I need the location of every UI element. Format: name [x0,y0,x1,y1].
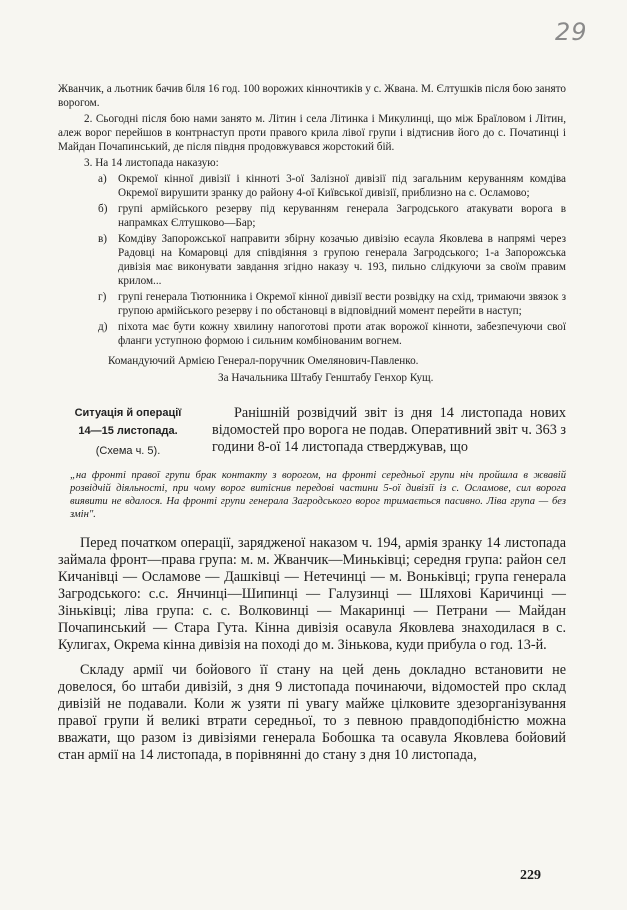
side-title-line-1: Ситуація й операції [74,407,182,419]
item-text: групі генерала Тютюнника і Окремої кінної дивізії вести розвідку на схід, тримаючи звязок з групою армійського резерву і по обстановці в відповідний момент перейти в наступ; [118,291,566,317]
page-number: 229 [520,868,541,883]
item-text: групі армійського резерву під керуванням генерала Загродського атакувати ворога в напрамках Єлтушково—Бар; [118,203,566,229]
item-marker: д) [98,321,108,333]
order-item-b [98,202,566,230]
signature-chief-of-staff: За Начальника Штабу Генштабу Генхор Кущ. [218,372,434,384]
item-marker: г) [98,291,107,303]
signature-commander: Командуючий Армією Генерал-поручник Омелянович-Павленко. [108,355,419,367]
item-text: Окремої кінної дивізії і кінноті 3-ої Залізної дивізії під загальним керуванням комдіва Окремої вирушити зранку до району 4-ої Київської дивізії, приблизно на с. Осламово; [118,173,566,199]
side-scheme-ref: (Схема ч. 5). [95,445,161,457]
item-marker: а) [98,173,107,185]
body-paragraph-strength: Складу армії чи бойового її стану на цей день докладно встановити не довелося, бо штаби дивізій, з дня 9 листопада починаючи, відомостей про склад дивізій не подавали. Коли ж узяти пі увагу майже цілковите здезорганізування правої групи й великі втрати середньої, то з певною правдоподібністю можна вважати, що разом із дивізіями генерала Бобошка та осавула Яковлева бойовий стан армії на 14 листопада, в порівнянні до стану з дня 10 листопада, [58,662,566,763]
situation-text: Ранішній розвідчий звіт із дня 14 листопада нових відомостей про ворога не подав. Оперативний звіт ч. 363 з години 8-ої 14 листопада стверджував, що [212,405,566,455]
order-item-a [98,172,566,200]
order-point-2: 2. Сьогодні після бою нами занято м. Літин і села Літинка і Микулинці, що між Браїловом і Літин, алеж ворог перейшов в контрнаступ проти правого крила лівої групи і відтиснив його до с. Початинці і Майдан Почапинський, де після півдня продовжувався жорстокий бій. [58,113,566,153]
order-item-v [98,232,566,288]
body-paragraph-front: Перед початком операції, зарядженої наказом ч. 194, армія зранку 14 листопада займала фронт—права група: м. м. Жванчик—Миньківці; середня група: район сел Кичанівці — Осламове — Дашківці — Нетечинці — м. Воньківці; група генерала Загродського: с.с. Янчинці—Шипинці — Галузинці — Шляхові Каричинці — Зіньківці; ліва група: с. с. Волковинці — Макаринці — Петрани — Майдан Почапинський — Стара Гута. Кінна дивізія осавула Яковлева знаходилася в с. Кулигах, Окрема кінна дивізія на поході до м. Зінькова, куди прибула о год. 13-й. [58,535,566,653]
side-heading [58,405,198,461]
order-item-d [98,320,566,348]
item-text: Комдіву Запорожської направити збірну козачью дивізію есаула Яковлева в напрямі через Радовці на Комаровці для співдіяння з групою генерала Загродського; 1-а Запорожська дивізія має виконувати завдання згідно наказу ч. 193, пильно слідкуючи за своїм правим крилом... [118,233,566,287]
situation-section [58,405,566,461]
page-content [58,82,566,764]
item-marker: в) [98,233,108,245]
quoted-report: „на фронті правої групи брак контакту з ворогом, на фронті середньої групи ніч пройшла в жвавій розвідчій діяльності, при чому ворог витіснив передові частини 5-ої дивізії із с. Осламове, сил ворога виявити не вдалося. На фронті групи генерала Загродського ворог тримається пасивно. Ліва група — без змін". [70,470,566,520]
side-title-line-2: 14—15 листопада. [78,425,178,437]
order-item-g [98,290,566,318]
intro-paragraph: Жванчик, а льотник бачив біля 16 год. 100 ворожих кінночтиків у с. Жвана. М. Єлтушків після бою занято ворогом. [58,83,566,109]
handwritten-page-note: 29 [555,18,588,46]
item-marker: б) [98,203,108,215]
item-text: піхота має бути кожну хвилину напоготові проти атак ворожої кінноти, забезпечуючи свої фланги уступною формою і сильним комбінованим вогнем. [118,321,566,347]
order-point-3: 3. На 14 листопада наказую: [84,157,219,169]
